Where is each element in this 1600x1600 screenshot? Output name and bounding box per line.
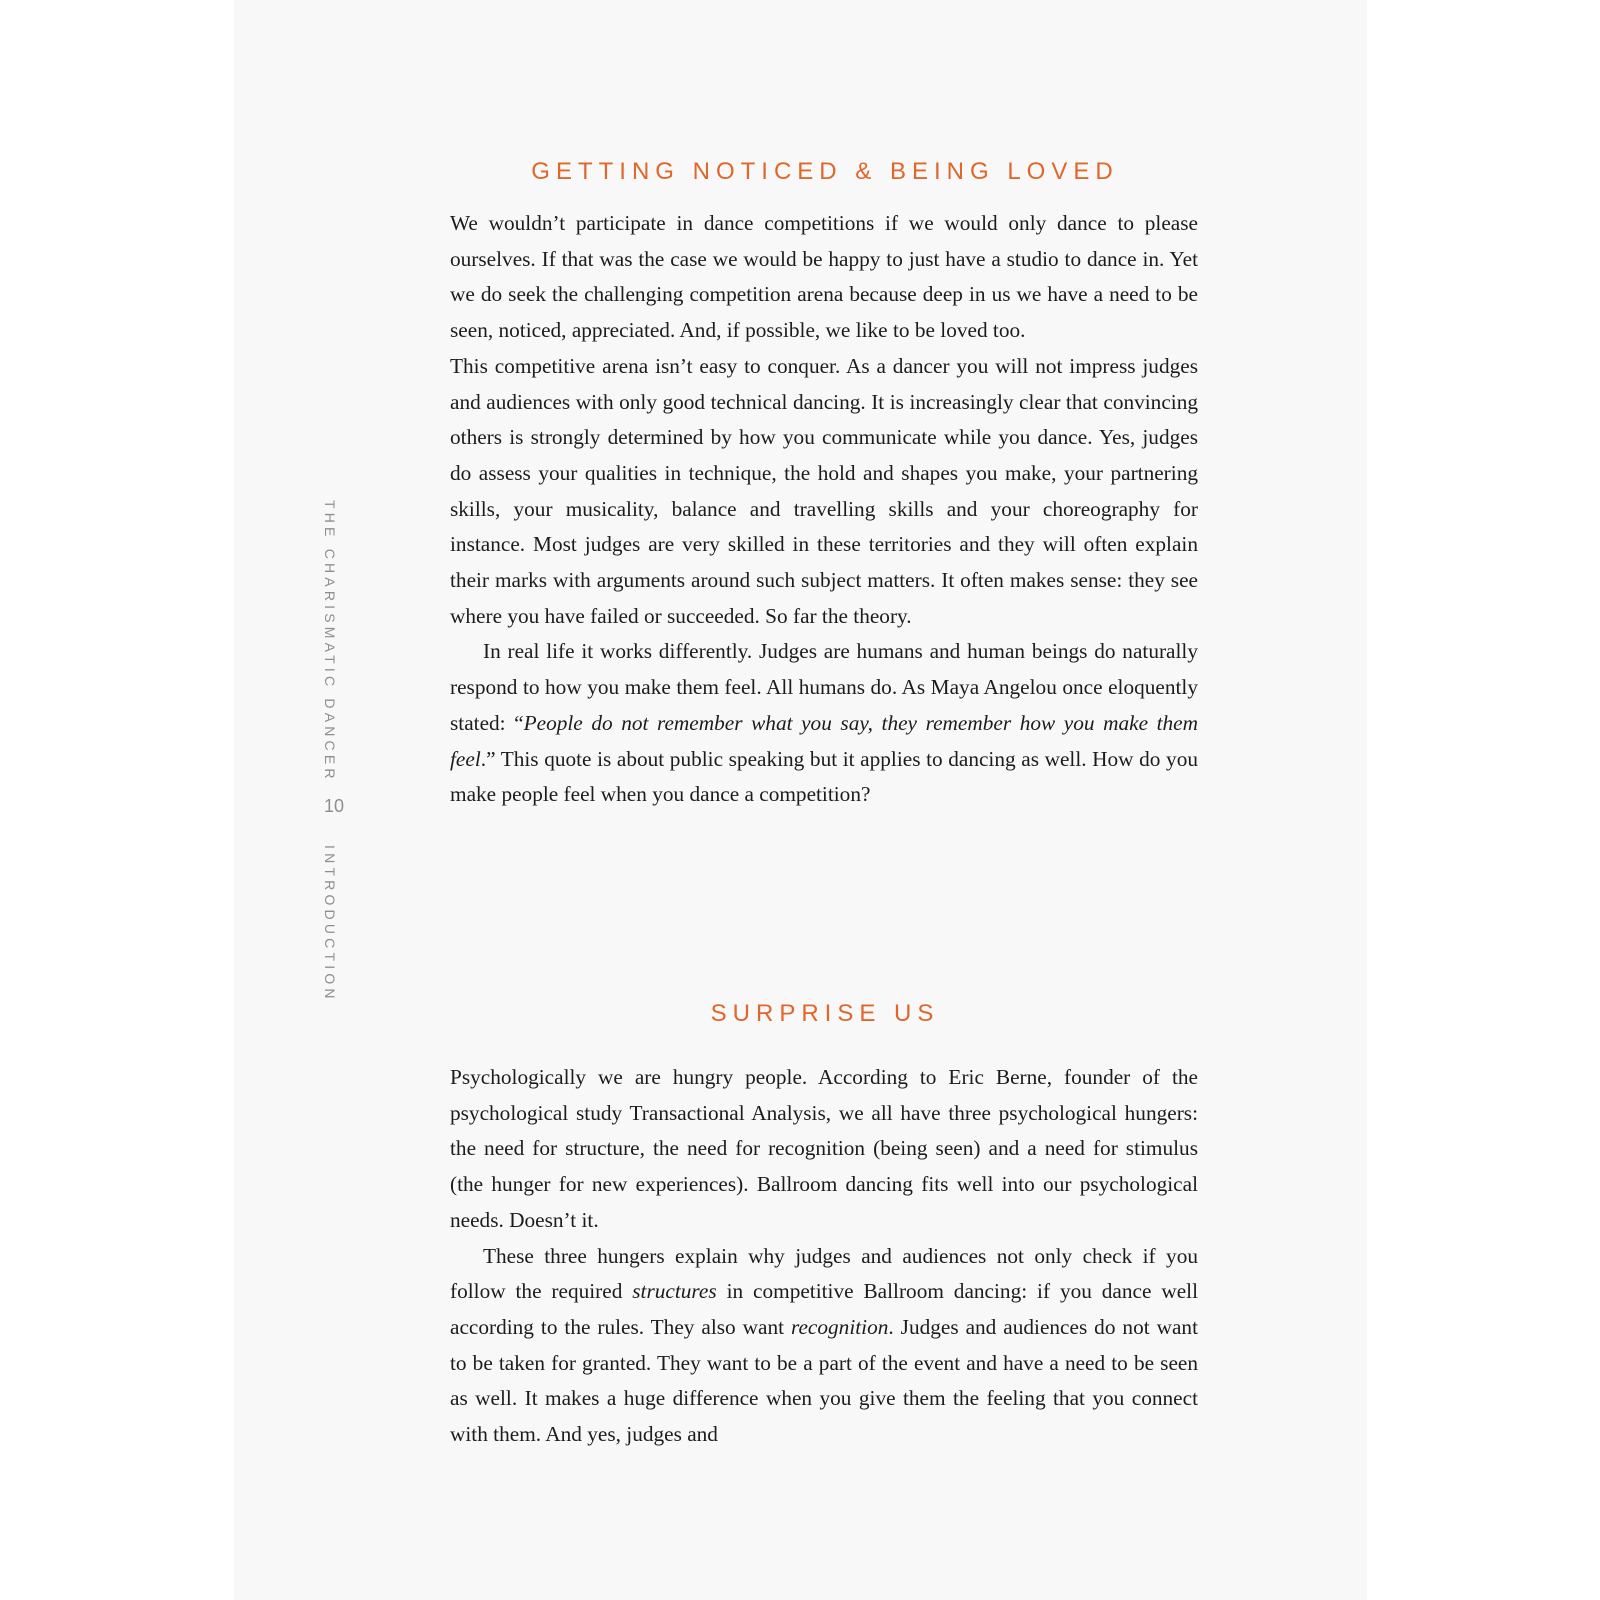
paragraph: We wouldn’t participate in dance competitions if we would only dance to please ourselves. If that was the case we would be happy to just have a studio to dance in. Yet we do seek the challenging competition arena because deep in us we have a need to be seen, noticed, appreciated. And, if possible, we like to be loved too. [450, 211, 1198, 343]
paragraph: Psychologically we are hungry people. According to Eric Berne, founder of the psychological study Transactional Analysis, we all have three psychological hungers: the need for structure, the need for recognition (being seen) and a need for stimulus (the hunger for new experiences). Ballroom dancing fits well into our psychological needs. Doesn’t it. [450, 1065, 1198, 1232]
angelou-quote: People do not remember what you say, they remember how you make them feel [450, 710, 1198, 771]
emphasis-structures: structures [632, 1279, 717, 1304]
paragraph-text: . Judges and audiences do not want to be taken for granted. They want to be a part of the event and have a need to be seen as well. It makes a huge difference when you give them the feeling that you connect with them. And yes, judges and [450, 1314, 1198, 1447]
paragraph-angelou [450, 634, 1198, 813]
running-header-chapter: INTRODUCTION [322, 845, 338, 1003]
paragraph-text: These three hungers explain why judges and audiences not only check if you follow the required [450, 1243, 1198, 1304]
paragraph: This competitive arena isn’t easy to conquer. As a dancer you will not impress judges and audiences with only good technical dancing. It is increasingly clear that convincing others is strongly determined by how you communicate while you dance. Yes, judges do assess your qualities in technique, the hold and shapes you make, your partnering skills, your musicality, balance and travelling skills and your choreography for instance. Most judges are very skilled in these territories and they will often explain their marks with arguments around such subject matters. It often makes sense: they see where you have failed or succeeded. So far the theory. [450, 353, 1198, 628]
paragraph-text: in competitive Ballroom dancing: if you dance well according to the rules. They also want [450, 1279, 1199, 1339]
paragraph-text: .” This quote is about public speaking but it applies to dancing as well. How do you make people feel when you dance a competition? [450, 746, 1198, 807]
emphasis-recognition: recognition [790, 1314, 889, 1339]
section-heading-surprise-us: SURPRISE US [710, 1000, 940, 1027]
section-body-getting-noticed [450, 206, 1198, 813]
page-number: 10 [323, 796, 345, 816]
paragraph-text: In real life it works differently. Judges are humans and human beings do naturally respond to how you make them feel. All humans do. As Maya Angelou once eloquently stated: “ [450, 639, 1198, 735]
section-body-surprise-us [450, 1060, 1198, 1453]
section-heading-getting-noticed: GETTING NOTICED & BEING LOVED [531, 158, 1119, 185]
running-header-book-title: THE CHARISMATIC DANCER [322, 500, 338, 783]
paragraph-three-hungers [450, 1239, 1198, 1453]
